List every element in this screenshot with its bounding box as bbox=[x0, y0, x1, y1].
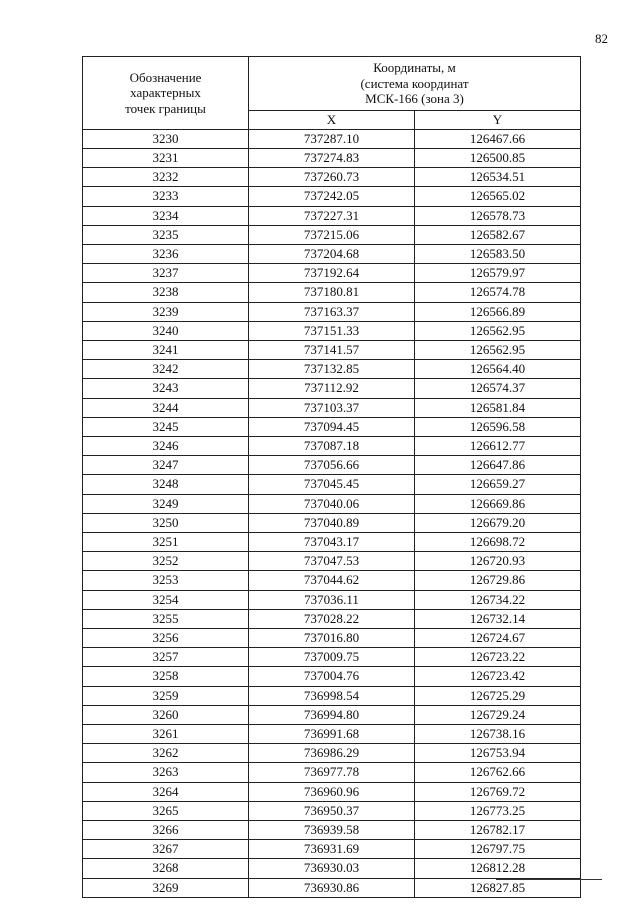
x-coordinate-cell: 736977.78 bbox=[249, 763, 415, 782]
point-id-cell: 3236 bbox=[83, 244, 249, 263]
y-coordinate-cell: 126729.86 bbox=[415, 571, 581, 590]
table-row bbox=[83, 129, 581, 148]
point-id-cell: 3260 bbox=[83, 705, 249, 724]
point-designation-header bbox=[83, 57, 249, 130]
y-coordinate-cell: 126679.20 bbox=[415, 513, 581, 532]
x-coordinate-cell: 736991.68 bbox=[249, 725, 415, 744]
point-id-cell: 3266 bbox=[83, 821, 249, 840]
coords-header-line: МСК-166 (зона 3) bbox=[365, 91, 464, 106]
table-row bbox=[83, 148, 581, 167]
table-row bbox=[83, 725, 581, 744]
y-column-header: Y bbox=[415, 110, 581, 129]
table-row bbox=[83, 532, 581, 551]
point-id-cell: 3234 bbox=[83, 206, 249, 225]
point-id-cell: 3265 bbox=[83, 801, 249, 820]
y-coordinate-cell: 126734.22 bbox=[415, 590, 581, 609]
table-row bbox=[83, 244, 581, 263]
table-row bbox=[83, 436, 581, 455]
x-coordinate-cell: 736960.96 bbox=[249, 782, 415, 801]
table-row bbox=[83, 360, 581, 379]
coordinates-header bbox=[249, 57, 581, 111]
x-coordinate-cell: 737043.17 bbox=[249, 532, 415, 551]
y-coordinate-cell: 126762.66 bbox=[415, 763, 581, 782]
point-id-cell: 3239 bbox=[83, 302, 249, 321]
x-coordinate-cell: 736986.29 bbox=[249, 744, 415, 763]
table-row bbox=[83, 417, 581, 436]
y-coordinate-cell: 126564.40 bbox=[415, 360, 581, 379]
x-coordinate-cell: 736998.54 bbox=[249, 686, 415, 705]
y-coordinate-cell: 126574.78 bbox=[415, 283, 581, 302]
y-coordinate-cell: 126725.29 bbox=[415, 686, 581, 705]
x-coordinate-cell: 737056.66 bbox=[249, 456, 415, 475]
y-coordinate-cell: 126500.85 bbox=[415, 148, 581, 167]
y-coordinate-cell: 126579.97 bbox=[415, 264, 581, 283]
x-coordinate-cell: 737260.73 bbox=[249, 168, 415, 187]
x-coordinate-cell: 737227.31 bbox=[249, 206, 415, 225]
point-id-cell: 3252 bbox=[83, 552, 249, 571]
y-coordinate-cell: 126534.51 bbox=[415, 168, 581, 187]
point-id-cell: 3237 bbox=[83, 264, 249, 283]
table-row bbox=[83, 475, 581, 494]
point-id-cell: 3257 bbox=[83, 648, 249, 667]
table-row bbox=[83, 379, 581, 398]
y-coordinate-cell: 126578.73 bbox=[415, 206, 581, 225]
x-coordinate-cell: 737215.06 bbox=[249, 225, 415, 244]
footer-rule bbox=[496, 879, 602, 880]
y-coordinate-cell: 126565.02 bbox=[415, 187, 581, 206]
x-coordinate-cell: 737242.05 bbox=[249, 187, 415, 206]
point-id-cell: 3261 bbox=[83, 725, 249, 744]
point-id-cell: 3235 bbox=[83, 225, 249, 244]
x-coordinate-cell: 737151.33 bbox=[249, 321, 415, 340]
table-row bbox=[83, 283, 581, 302]
x-coordinate-cell: 736994.80 bbox=[249, 705, 415, 724]
table-row bbox=[83, 398, 581, 417]
point-id-cell: 3267 bbox=[83, 840, 249, 859]
y-coordinate-cell: 126797.75 bbox=[415, 840, 581, 859]
x-coordinate-cell: 737287.10 bbox=[249, 129, 415, 148]
y-coordinate-cell: 126582.67 bbox=[415, 225, 581, 244]
y-coordinate-cell: 126698.72 bbox=[415, 532, 581, 551]
point-id-cell: 3233 bbox=[83, 187, 249, 206]
point-id-cell: 3244 bbox=[83, 398, 249, 417]
x-coordinate-cell: 737009.75 bbox=[249, 648, 415, 667]
table-row bbox=[83, 552, 581, 571]
table-row bbox=[83, 744, 581, 763]
x-coordinate-cell: 737045.45 bbox=[249, 475, 415, 494]
point-id-cell: 3238 bbox=[83, 283, 249, 302]
point-id-cell: 3231 bbox=[83, 148, 249, 167]
point-id-cell: 3248 bbox=[83, 475, 249, 494]
x-coordinate-cell: 737180.81 bbox=[249, 283, 415, 302]
y-coordinate-cell: 126812.28 bbox=[415, 859, 581, 878]
y-coordinate-cell: 126574.37 bbox=[415, 379, 581, 398]
x-coordinate-cell: 737036.11 bbox=[249, 590, 415, 609]
y-coordinate-cell: 126467.66 bbox=[415, 129, 581, 148]
x-coordinate-cell: 737204.68 bbox=[249, 244, 415, 263]
table-row bbox=[83, 686, 581, 705]
point-id-cell: 3242 bbox=[83, 360, 249, 379]
table-row bbox=[83, 225, 581, 244]
table-row bbox=[83, 801, 581, 820]
y-coordinate-cell: 126612.77 bbox=[415, 436, 581, 455]
point-id-cell: 3268 bbox=[83, 859, 249, 878]
x-coordinate-cell: 736930.86 bbox=[249, 878, 415, 897]
y-coordinate-cell: 126566.89 bbox=[415, 302, 581, 321]
table-row bbox=[83, 878, 581, 897]
y-coordinate-cell: 126720.93 bbox=[415, 552, 581, 571]
x-coordinate-cell: 737132.85 bbox=[249, 360, 415, 379]
y-coordinate-cell: 126724.67 bbox=[415, 628, 581, 647]
x-coordinate-cell: 737028.22 bbox=[249, 609, 415, 628]
x-coordinate-cell: 736930.03 bbox=[249, 859, 415, 878]
point-id-cell: 3249 bbox=[83, 494, 249, 513]
y-coordinate-cell: 126562.95 bbox=[415, 340, 581, 359]
y-coordinate-cell: 126723.22 bbox=[415, 648, 581, 667]
table-row bbox=[83, 168, 581, 187]
point-id-cell: 3255 bbox=[83, 609, 249, 628]
table-row bbox=[83, 782, 581, 801]
table-row bbox=[83, 321, 581, 340]
y-coordinate-cell: 126581.84 bbox=[415, 398, 581, 417]
y-coordinate-cell: 126769.72 bbox=[415, 782, 581, 801]
y-coordinate-cell: 126827.85 bbox=[415, 878, 581, 897]
point-id-cell: 3264 bbox=[83, 782, 249, 801]
x-coordinate-cell: 737044.62 bbox=[249, 571, 415, 590]
x-coordinate-cell: 736931.69 bbox=[249, 840, 415, 859]
point-header-line: характерных bbox=[130, 85, 201, 101]
point-id-cell: 3262 bbox=[83, 744, 249, 763]
table-row bbox=[83, 571, 581, 590]
point-id-cell: 3256 bbox=[83, 628, 249, 647]
table-row bbox=[83, 590, 581, 609]
page-number: 82 bbox=[595, 31, 608, 46]
table-row bbox=[83, 840, 581, 859]
x-coordinate-cell: 737141.57 bbox=[249, 340, 415, 359]
x-coordinate-cell: 737103.37 bbox=[249, 398, 415, 417]
y-coordinate-cell: 126562.95 bbox=[415, 321, 581, 340]
table-body bbox=[83, 129, 581, 897]
table-row bbox=[83, 628, 581, 647]
point-header-line: точек границы bbox=[125, 100, 206, 116]
point-id-cell: 3253 bbox=[83, 571, 249, 590]
table-row bbox=[83, 763, 581, 782]
point-id-cell: 3250 bbox=[83, 513, 249, 532]
x-coordinate-cell: 737040.89 bbox=[249, 513, 415, 532]
y-coordinate-cell: 126659.27 bbox=[415, 475, 581, 494]
point-id-cell: 3251 bbox=[83, 532, 249, 551]
table-row bbox=[83, 513, 581, 532]
point-id-cell: 3247 bbox=[83, 456, 249, 475]
y-coordinate-cell: 126669.86 bbox=[415, 494, 581, 513]
coordinates-table bbox=[82, 56, 581, 898]
point-id-cell: 3263 bbox=[83, 763, 249, 782]
point-id-cell: 3246 bbox=[83, 436, 249, 455]
x-column-header: X bbox=[249, 110, 415, 129]
table-row bbox=[83, 187, 581, 206]
x-coordinate-cell: 737040.06 bbox=[249, 494, 415, 513]
y-coordinate-cell: 126782.17 bbox=[415, 821, 581, 840]
table-row bbox=[83, 821, 581, 840]
point-id-cell: 3230 bbox=[83, 129, 249, 148]
table-row bbox=[83, 206, 581, 225]
point-id-cell: 3258 bbox=[83, 667, 249, 686]
x-coordinate-cell: 737163.37 bbox=[249, 302, 415, 321]
y-coordinate-cell: 126738.16 bbox=[415, 725, 581, 744]
table-row bbox=[83, 302, 581, 321]
x-coordinate-cell: 736939.58 bbox=[249, 821, 415, 840]
y-coordinate-cell: 126583.50 bbox=[415, 244, 581, 263]
x-coordinate-cell: 737004.76 bbox=[249, 667, 415, 686]
coords-header-line: Координаты, м bbox=[373, 60, 456, 75]
y-coordinate-cell: 126596.58 bbox=[415, 417, 581, 436]
x-coordinate-cell: 737047.53 bbox=[249, 552, 415, 571]
y-coordinate-cell: 126753.94 bbox=[415, 744, 581, 763]
point-id-cell: 3254 bbox=[83, 590, 249, 609]
table-row bbox=[83, 859, 581, 878]
x-coordinate-cell: 737112.92 bbox=[249, 379, 415, 398]
y-coordinate-cell: 126773.25 bbox=[415, 801, 581, 820]
point-id-cell: 3240 bbox=[83, 321, 249, 340]
x-coordinate-cell: 737094.45 bbox=[249, 417, 415, 436]
table-row bbox=[83, 648, 581, 667]
point-id-cell: 3259 bbox=[83, 686, 249, 705]
table-row bbox=[83, 456, 581, 475]
coords-header-line: (система координат bbox=[360, 75, 469, 91]
x-coordinate-cell: 737274.83 bbox=[249, 148, 415, 167]
point-id-cell: 3245 bbox=[83, 417, 249, 436]
table-row bbox=[83, 340, 581, 359]
point-id-cell: 3241 bbox=[83, 340, 249, 359]
table-row bbox=[83, 494, 581, 513]
point-header-line: Обозначение bbox=[129, 69, 202, 85]
table-row bbox=[83, 609, 581, 628]
y-coordinate-cell: 126647.86 bbox=[415, 456, 581, 475]
table-row bbox=[83, 705, 581, 724]
table-row bbox=[83, 264, 581, 283]
y-coordinate-cell: 126723.42 bbox=[415, 667, 581, 686]
point-id-cell: 3232 bbox=[83, 168, 249, 187]
y-coordinate-cell: 126729.24 bbox=[415, 705, 581, 724]
y-coordinate-cell: 126732.14 bbox=[415, 609, 581, 628]
point-id-cell: 3269 bbox=[83, 878, 249, 897]
x-coordinate-cell: 737087.18 bbox=[249, 436, 415, 455]
x-coordinate-cell: 737016.80 bbox=[249, 628, 415, 647]
x-coordinate-cell: 737192.64 bbox=[249, 264, 415, 283]
x-coordinate-cell: 736950.37 bbox=[249, 801, 415, 820]
point-id-cell: 3243 bbox=[83, 379, 249, 398]
table-row bbox=[83, 667, 581, 686]
